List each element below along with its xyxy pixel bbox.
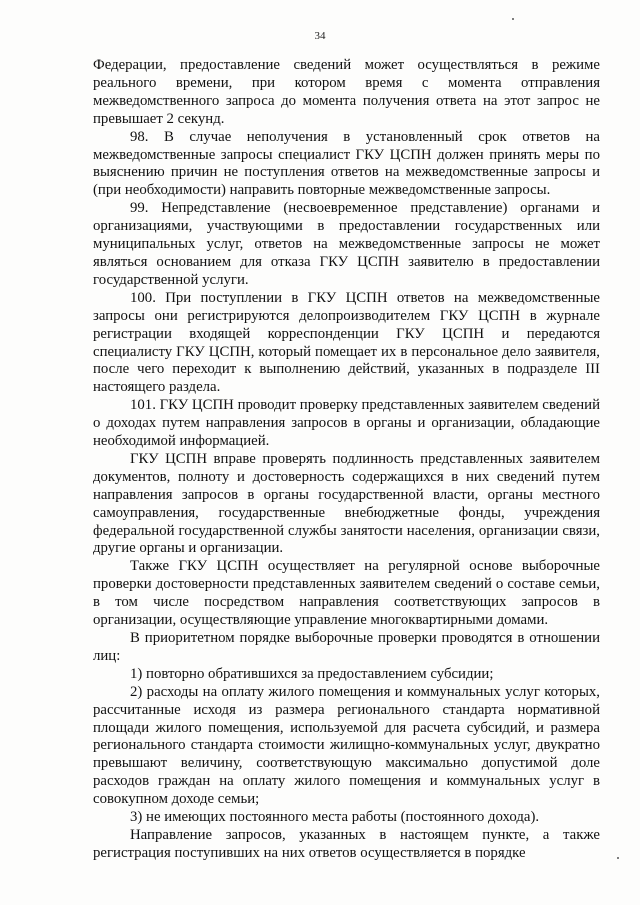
paragraph-98: 98. В случае неполучения в установленный срок ответов на межведомственные запросы специалист ГКУ ЦСПН должен принять меры по выяснению причин не поступления ответов на межведомственные запросы и (при необходимости) направить повторные межведомственные запросы. — [93, 128, 600, 199]
paragraph-100: 100. При поступлении в ГКУ ЦСПН ответов на межведомственные запросы они регистрируются делопроизводителем ГКУ ЦСПН в журнале регистрации входящей корреспонденции ГКУ ЦСПН и передаются специалисту ГКУ ЦСПН, который помещает их в персональное дело заявителя, после чего переходит к выполнению действий, указанных в подразделе III настоящего раздела. — [93, 289, 600, 396]
list-item-2: 2) расходы на оплату жилого помещения и коммунальных услуг которых, рассчитанные исходя из размера регионального стандарта нормативной площади жилого помещения, используемой для расчета субсидий, и размера регионального стандарта стоимости жилищно-коммунальных услуг, двукратно превышают величину, соответствующую максимально допустимой доле расходов граждан на оплату жилого помещения и коммунальных услуг в совокупном доходе семьи; — [93, 683, 600, 808]
paragraph-101-priority: В приоритетном порядке выборочные проверки проводятся в отношении лиц: — [93, 630, 600, 664]
page-number: 34 — [314, 30, 326, 42]
list-item-3: 3) не имеющих постоянного места работы (постоянного дохода). — [130, 809, 540, 826]
paragraph-101-verification: ГКУ ЦСПН вправе проверять подлинность представленных заявителем документов, полноту и достоверность содержащихся в них сведений путем направления запросов в органы государственной власти, органы местного самоуправления, государственные внебюджетные фонды, учреждения федеральной государственной службы занятости населения, организации связи, другие органы и организации. — [93, 450, 600, 557]
scan-speck — [617, 857, 619, 859]
document-body — [93, 57, 600, 863]
paragraph-continuation: Федерации, предоставление сведений может осуществляться в режиме реального времени, при котором время с момента отправления межведомственного запроса до момента получения ответа на этот запрос не превышает 2 секунд. — [93, 57, 600, 127]
paragraph-101-sampling: Также ГКУ ЦСПН осуществляет на регулярной основе выборочные проверки достоверности представленных заявителем сведений о составе семьи, в том числе посредством направления соответствующих запросов в организации, осуществляющие управление многоквартирными домами. — [93, 558, 600, 629]
list-item-1: 1) повторно обратившихся за предоставлением субсидии; — [130, 665, 494, 682]
paragraph-101: 101. ГКУ ЦСПН проводит проверку представленных заявителем сведений о доходах путем направления запросов в органы и организации, обладающие необходимой информацией. — [93, 397, 600, 450]
scan-speck — [512, 18, 514, 20]
paragraph-101-requests: Направление запросов, указанных в настоящем пункте, а также регистрация поступивших на них ответов осуществляется в порядке — [93, 826, 600, 861]
paragraph-99: 99. Непредставление (несвоевременное представление) органами и организациями, участвующими в предоставлении государственных или муниципальных услуг, ответов на межведомственные запросы не может являться основанием для отказа ГКУ ЦСПН заявителю в предоставлении государственной услуги. — [93, 200, 600, 288]
